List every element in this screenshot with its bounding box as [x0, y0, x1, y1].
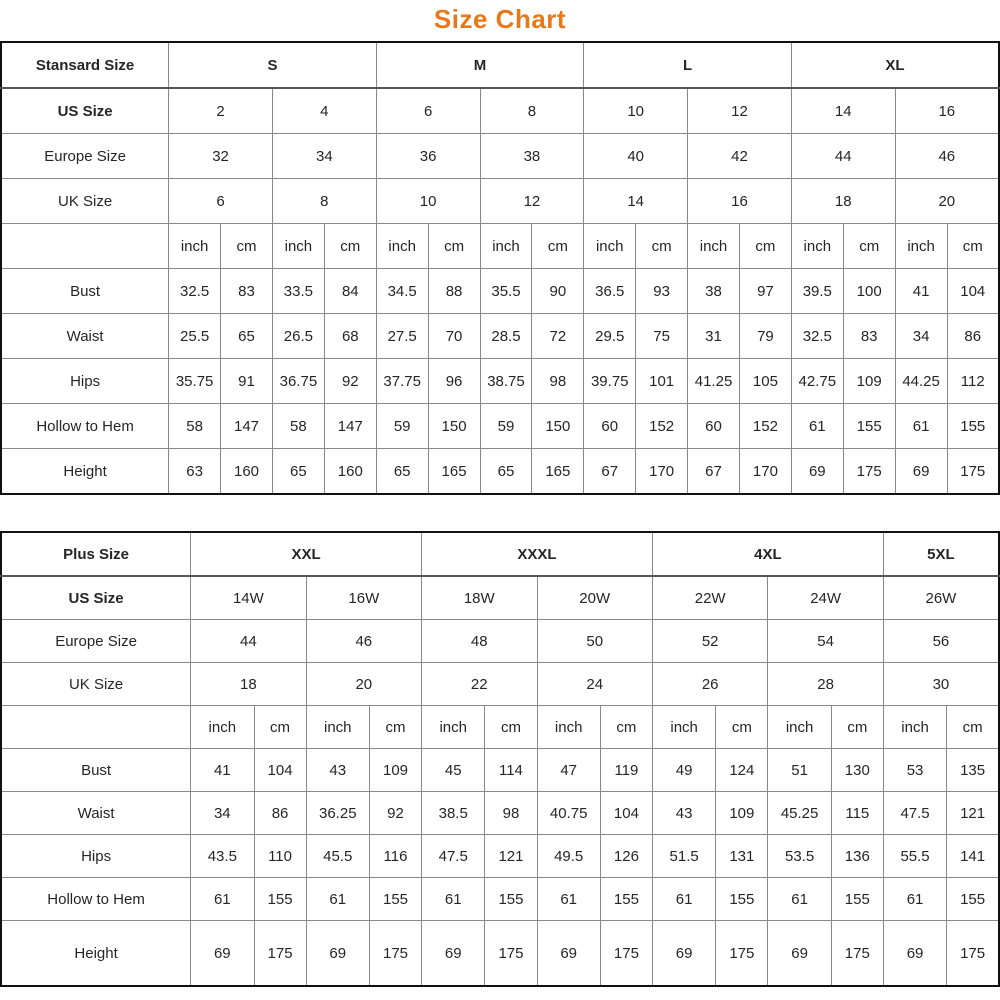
measurement-cell: 69 [895, 449, 947, 495]
measurement-cell: 69 [652, 921, 715, 987]
measurement-cell: 126 [600, 835, 652, 878]
measurement-cell: 69 [537, 921, 600, 987]
measurement-cell: 147 [324, 404, 376, 449]
measurement-cell: 51 [768, 749, 831, 792]
measurement-cell: 100 [843, 269, 895, 314]
size-group-header-row [1, 532, 999, 576]
unit-label-cell: inch [688, 224, 740, 269]
measurement-cell: 75 [636, 314, 688, 359]
measurement-row [1, 269, 999, 314]
measurement-cell: 175 [716, 921, 768, 987]
measurement-row [1, 404, 999, 449]
measurement-cell: 92 [324, 359, 376, 404]
measurement-cell: 130 [831, 749, 883, 792]
size-cell: 2 [169, 88, 273, 134]
measurement-cell: 175 [369, 921, 421, 987]
unit-label-cell: cm [600, 706, 652, 749]
measurement-cell: 65 [376, 449, 428, 495]
measurement-cell: 84 [324, 269, 376, 314]
unit-label-cell: cm [843, 224, 895, 269]
unit-label-cell: inch [537, 706, 600, 749]
size-cell: 26W [883, 576, 999, 620]
size-cell: 18 [791, 179, 895, 224]
measurement-cell: 170 [636, 449, 688, 495]
measurement-cell: 121 [485, 835, 537, 878]
measurement-cell: 55.5 [883, 835, 946, 878]
measurement-cell: 96 [428, 359, 480, 404]
measurement-cell: 152 [636, 404, 688, 449]
measurement-cell: 44.25 [895, 359, 947, 404]
measurement-cell: 37.75 [376, 359, 428, 404]
size-cell: 52 [652, 620, 767, 663]
unit-label-cell: cm [324, 224, 376, 269]
row-label: Hips [1, 835, 191, 878]
measurement-cell: 61 [537, 878, 600, 921]
size-cell: 48 [422, 620, 537, 663]
size-row [1, 179, 999, 224]
measurement-cell: 25.5 [169, 314, 221, 359]
unit-label-cell: cm [739, 224, 791, 269]
measurement-cell: 60 [688, 404, 740, 449]
unit-label-cell: inch [652, 706, 715, 749]
size-cell: 8 [272, 179, 376, 224]
measurement-cell: 97 [739, 269, 791, 314]
row-label: Bust [1, 749, 191, 792]
size-cell: 18 [191, 663, 306, 706]
measurement-cell: 67 [584, 449, 636, 495]
measurement-cell: 38.75 [480, 359, 532, 404]
table-corner-label: Stansard Size [1, 42, 169, 88]
size-group-header: XXL [191, 532, 422, 576]
unit-label-cell: inch [584, 224, 636, 269]
unit-label-cell: cm [428, 224, 480, 269]
measurement-cell: 49 [652, 749, 715, 792]
measurement-cell: 79 [739, 314, 791, 359]
measurement-cell: 155 [947, 404, 999, 449]
size-cell: 16W [306, 576, 421, 620]
measurement-row [1, 749, 999, 792]
size-cell: 24 [537, 663, 652, 706]
measurement-cell: 67 [688, 449, 740, 495]
measurement-cell: 69 [306, 921, 369, 987]
measurement-cell: 175 [485, 921, 537, 987]
size-row [1, 88, 999, 134]
measurement-cell: 93 [636, 269, 688, 314]
measurement-cell: 60 [584, 404, 636, 449]
measurement-cell: 39.5 [791, 269, 843, 314]
size-group-header-row [1, 42, 999, 88]
measurement-cell: 70 [428, 314, 480, 359]
measurement-cell: 91 [221, 359, 273, 404]
row-label: Europe Size [1, 620, 191, 663]
measurement-cell: 121 [947, 792, 999, 835]
unit-header-row [1, 706, 999, 749]
measurement-row [1, 878, 999, 921]
size-cell: 40 [584, 134, 688, 179]
measurement-cell: 98 [485, 792, 537, 835]
measurement-cell: 83 [843, 314, 895, 359]
measurement-cell: 65 [480, 449, 532, 495]
size-cell: 6 [169, 179, 273, 224]
measurement-cell: 109 [369, 749, 421, 792]
measurement-cell: 35.75 [169, 359, 221, 404]
measurement-cell: 34 [895, 314, 947, 359]
measurement-cell: 83 [221, 269, 273, 314]
measurement-cell: 45.25 [768, 792, 831, 835]
measurement-cell: 155 [947, 878, 999, 921]
measurement-cell: 165 [532, 449, 584, 495]
row-label: Waist [1, 792, 191, 835]
measurement-cell: 61 [422, 878, 485, 921]
measurement-cell: 124 [716, 749, 768, 792]
measurement-cell: 61 [191, 878, 254, 921]
measurement-cell: 39.75 [584, 359, 636, 404]
measurement-cell: 72 [532, 314, 584, 359]
measurement-cell: 155 [716, 878, 768, 921]
unit-label-cell: inch [883, 706, 946, 749]
row-label: Hollow to Hem [1, 878, 191, 921]
measurement-cell: 98 [532, 359, 584, 404]
measurement-cell: 53 [883, 749, 946, 792]
measurement-cell: 152 [739, 404, 791, 449]
size-row [1, 134, 999, 179]
size-cell: 38 [480, 134, 584, 179]
size-cell: 42 [688, 134, 792, 179]
unit-label-cell: cm [532, 224, 584, 269]
unit-header-row [1, 224, 999, 269]
measurement-cell: 29.5 [584, 314, 636, 359]
measurement-cell: 109 [716, 792, 768, 835]
measurement-cell: 155 [600, 878, 652, 921]
size-cell: 14 [584, 179, 688, 224]
unit-label-cell: inch [422, 706, 485, 749]
size-cell: 12 [480, 179, 584, 224]
measurement-cell: 41 [895, 269, 947, 314]
size-row [1, 576, 999, 620]
measurement-cell: 34 [191, 792, 254, 835]
size-group-header: XXXL [422, 532, 653, 576]
measurement-cell: 155 [485, 878, 537, 921]
size-cell: 4 [272, 88, 376, 134]
measurement-cell: 155 [843, 404, 895, 449]
unit-label-cell: cm [485, 706, 537, 749]
measurement-cell: 47.5 [883, 792, 946, 835]
measurement-cell: 109 [843, 359, 895, 404]
measurement-cell: 110 [254, 835, 306, 878]
unit-label-cell: cm [369, 706, 421, 749]
unit-label-cell: inch [480, 224, 532, 269]
measurement-row [1, 835, 999, 878]
measurement-row [1, 359, 999, 404]
plus-size-table [0, 531, 1000, 987]
measurement-cell: 41.25 [688, 359, 740, 404]
unit-row-spacer [1, 224, 169, 269]
measurement-cell: 155 [831, 878, 883, 921]
measurement-cell: 150 [532, 404, 584, 449]
unit-label-cell: inch [191, 706, 254, 749]
measurement-cell: 115 [831, 792, 883, 835]
row-label: US Size [1, 88, 169, 134]
measurement-cell: 45 [422, 749, 485, 792]
size-cell: 20W [537, 576, 652, 620]
size-cell: 22W [652, 576, 767, 620]
measurement-cell: 175 [947, 449, 999, 495]
measurement-cell: 28.5 [480, 314, 532, 359]
size-cell: 56 [883, 620, 999, 663]
row-label: US Size [1, 576, 191, 620]
measurement-cell: 170 [739, 449, 791, 495]
measurement-cell: 105 [739, 359, 791, 404]
row-label: Waist [1, 314, 169, 359]
measurement-cell: 69 [883, 921, 946, 987]
measurement-cell: 61 [895, 404, 947, 449]
size-cell: 46 [895, 134, 999, 179]
measurement-cell: 116 [369, 835, 421, 878]
unit-label-cell: cm [254, 706, 306, 749]
size-cell: 10 [584, 88, 688, 134]
measurement-cell: 36.5 [584, 269, 636, 314]
unit-label-cell: inch [306, 706, 369, 749]
size-cell: 20 [895, 179, 999, 224]
size-cell: 22 [422, 663, 537, 706]
measurement-cell: 36.25 [306, 792, 369, 835]
size-group-header: 5XL [883, 532, 999, 576]
measurement-cell: 112 [947, 359, 999, 404]
unit-label-cell: cm [221, 224, 273, 269]
measurement-cell: 49.5 [537, 835, 600, 878]
measurement-cell: 58 [169, 404, 221, 449]
size-cell: 16 [688, 179, 792, 224]
measurement-cell: 38.5 [422, 792, 485, 835]
measurement-cell: 47 [537, 749, 600, 792]
size-cell: 10 [376, 179, 480, 224]
measurement-cell: 43 [652, 792, 715, 835]
measurement-cell: 61 [883, 878, 946, 921]
measurement-cell: 58 [272, 404, 324, 449]
size-cell: 14W [191, 576, 306, 620]
measurement-cell: 160 [324, 449, 376, 495]
measurement-cell: 175 [947, 921, 999, 987]
row-label: Bust [1, 269, 169, 314]
size-cell: 50 [537, 620, 652, 663]
measurement-cell: 92 [369, 792, 421, 835]
size-group-header: 4XL [652, 532, 883, 576]
measurement-cell: 65 [221, 314, 273, 359]
measurement-cell: 101 [636, 359, 688, 404]
measurement-cell: 131 [716, 835, 768, 878]
unit-label-cell: inch [272, 224, 324, 269]
measurement-cell: 175 [843, 449, 895, 495]
size-cell: 30 [883, 663, 999, 706]
unit-label-cell: inch [169, 224, 221, 269]
measurement-cell: 90 [532, 269, 584, 314]
measurement-cell: 45.5 [306, 835, 369, 878]
size-cell: 26 [652, 663, 767, 706]
measurement-row [1, 921, 999, 987]
unit-label-cell: cm [716, 706, 768, 749]
size-row [1, 663, 999, 706]
measurement-cell: 150 [428, 404, 480, 449]
measurement-cell: 43.5 [191, 835, 254, 878]
measurement-cell: 31 [688, 314, 740, 359]
row-label: UK Size [1, 179, 169, 224]
row-label: Height [1, 449, 169, 495]
measurement-cell: 51.5 [652, 835, 715, 878]
size-row [1, 620, 999, 663]
size-cell: 46 [306, 620, 421, 663]
unit-label-cell: cm [947, 706, 999, 749]
measurement-cell: 26.5 [272, 314, 324, 359]
row-label: Height [1, 921, 191, 987]
measurement-cell: 69 [768, 921, 831, 987]
size-group-header: S [169, 42, 377, 88]
measurement-cell: 61 [791, 404, 843, 449]
measurement-cell: 34.5 [376, 269, 428, 314]
measurement-row [1, 792, 999, 835]
measurement-cell: 69 [791, 449, 843, 495]
measurement-cell: 86 [254, 792, 306, 835]
measurement-cell: 59 [376, 404, 428, 449]
unit-label-cell: cm [947, 224, 999, 269]
measurement-cell: 61 [652, 878, 715, 921]
measurement-cell: 61 [306, 878, 369, 921]
size-cell: 6 [376, 88, 480, 134]
row-label: Europe Size [1, 134, 169, 179]
measurement-cell: 69 [422, 921, 485, 987]
measurement-cell: 27.5 [376, 314, 428, 359]
measurement-cell: 114 [485, 749, 537, 792]
measurement-cell: 33.5 [272, 269, 324, 314]
size-group-header: XL [791, 42, 999, 88]
size-cell: 36 [376, 134, 480, 179]
measurement-cell: 155 [369, 878, 421, 921]
measurement-cell: 36.75 [272, 359, 324, 404]
measurement-cell: 53.5 [768, 835, 831, 878]
measurement-cell: 59 [480, 404, 532, 449]
size-cell: 24W [768, 576, 883, 620]
measurement-cell: 61 [768, 878, 831, 921]
measurement-cell: 47.5 [422, 835, 485, 878]
measurement-cell: 65 [272, 449, 324, 495]
measurement-cell: 40.75 [537, 792, 600, 835]
measurement-cell: 136 [831, 835, 883, 878]
measurement-cell: 88 [428, 269, 480, 314]
measurement-cell: 135 [947, 749, 999, 792]
measurement-cell: 104 [254, 749, 306, 792]
unit-row-spacer [1, 706, 191, 749]
row-label: Hips [1, 359, 169, 404]
size-cell: 28 [768, 663, 883, 706]
unit-label-cell: inch [768, 706, 831, 749]
size-group-header: M [376, 42, 584, 88]
page-title: Size Chart [433, 4, 567, 34]
measurement-cell: 35.5 [480, 269, 532, 314]
measurement-cell: 41 [191, 749, 254, 792]
measurement-cell: 43 [306, 749, 369, 792]
size-cell: 44 [191, 620, 306, 663]
table-gap [0, 495, 1000, 531]
measurement-cell: 68 [324, 314, 376, 359]
measurement-cell: 165 [428, 449, 480, 495]
size-cell: 44 [791, 134, 895, 179]
measurement-cell: 86 [947, 314, 999, 359]
measurement-cell: 141 [947, 835, 999, 878]
size-cell: 12 [688, 88, 792, 134]
measurement-row [1, 449, 999, 495]
size-cell: 34 [272, 134, 376, 179]
measurement-cell: 104 [600, 792, 652, 835]
size-cell: 14 [791, 88, 895, 134]
measurement-cell: 63 [169, 449, 221, 495]
measurement-cell: 104 [947, 269, 999, 314]
measurement-cell: 119 [600, 749, 652, 792]
size-cell: 54 [768, 620, 883, 663]
unit-label-cell: inch [791, 224, 843, 269]
size-group-header: L [584, 42, 792, 88]
measurement-cell: 32.5 [169, 269, 221, 314]
measurement-cell: 155 [254, 878, 306, 921]
measurement-cell: 32.5 [791, 314, 843, 359]
unit-label-cell: cm [831, 706, 883, 749]
size-cell: 8 [480, 88, 584, 134]
measurement-cell: 175 [600, 921, 652, 987]
standard-size-table [0, 41, 1000, 495]
size-cell: 32 [169, 134, 273, 179]
size-cell: 20 [306, 663, 421, 706]
size-cell: 16 [895, 88, 999, 134]
measurement-cell: 175 [254, 921, 306, 987]
measurement-cell: 160 [221, 449, 273, 495]
measurement-row [1, 314, 999, 359]
measurement-cell: 175 [831, 921, 883, 987]
unit-label-cell: inch [895, 224, 947, 269]
measurement-cell: 69 [191, 921, 254, 987]
unit-label-cell: inch [376, 224, 428, 269]
row-label: Hollow to Hem [1, 404, 169, 449]
measurement-cell: 147 [221, 404, 273, 449]
row-label: UK Size [1, 663, 191, 706]
unit-label-cell: cm [636, 224, 688, 269]
measurement-cell: 42.75 [791, 359, 843, 404]
size-cell: 18W [422, 576, 537, 620]
measurement-cell: 38 [688, 269, 740, 314]
table-corner-label: Plus Size [1, 532, 191, 576]
